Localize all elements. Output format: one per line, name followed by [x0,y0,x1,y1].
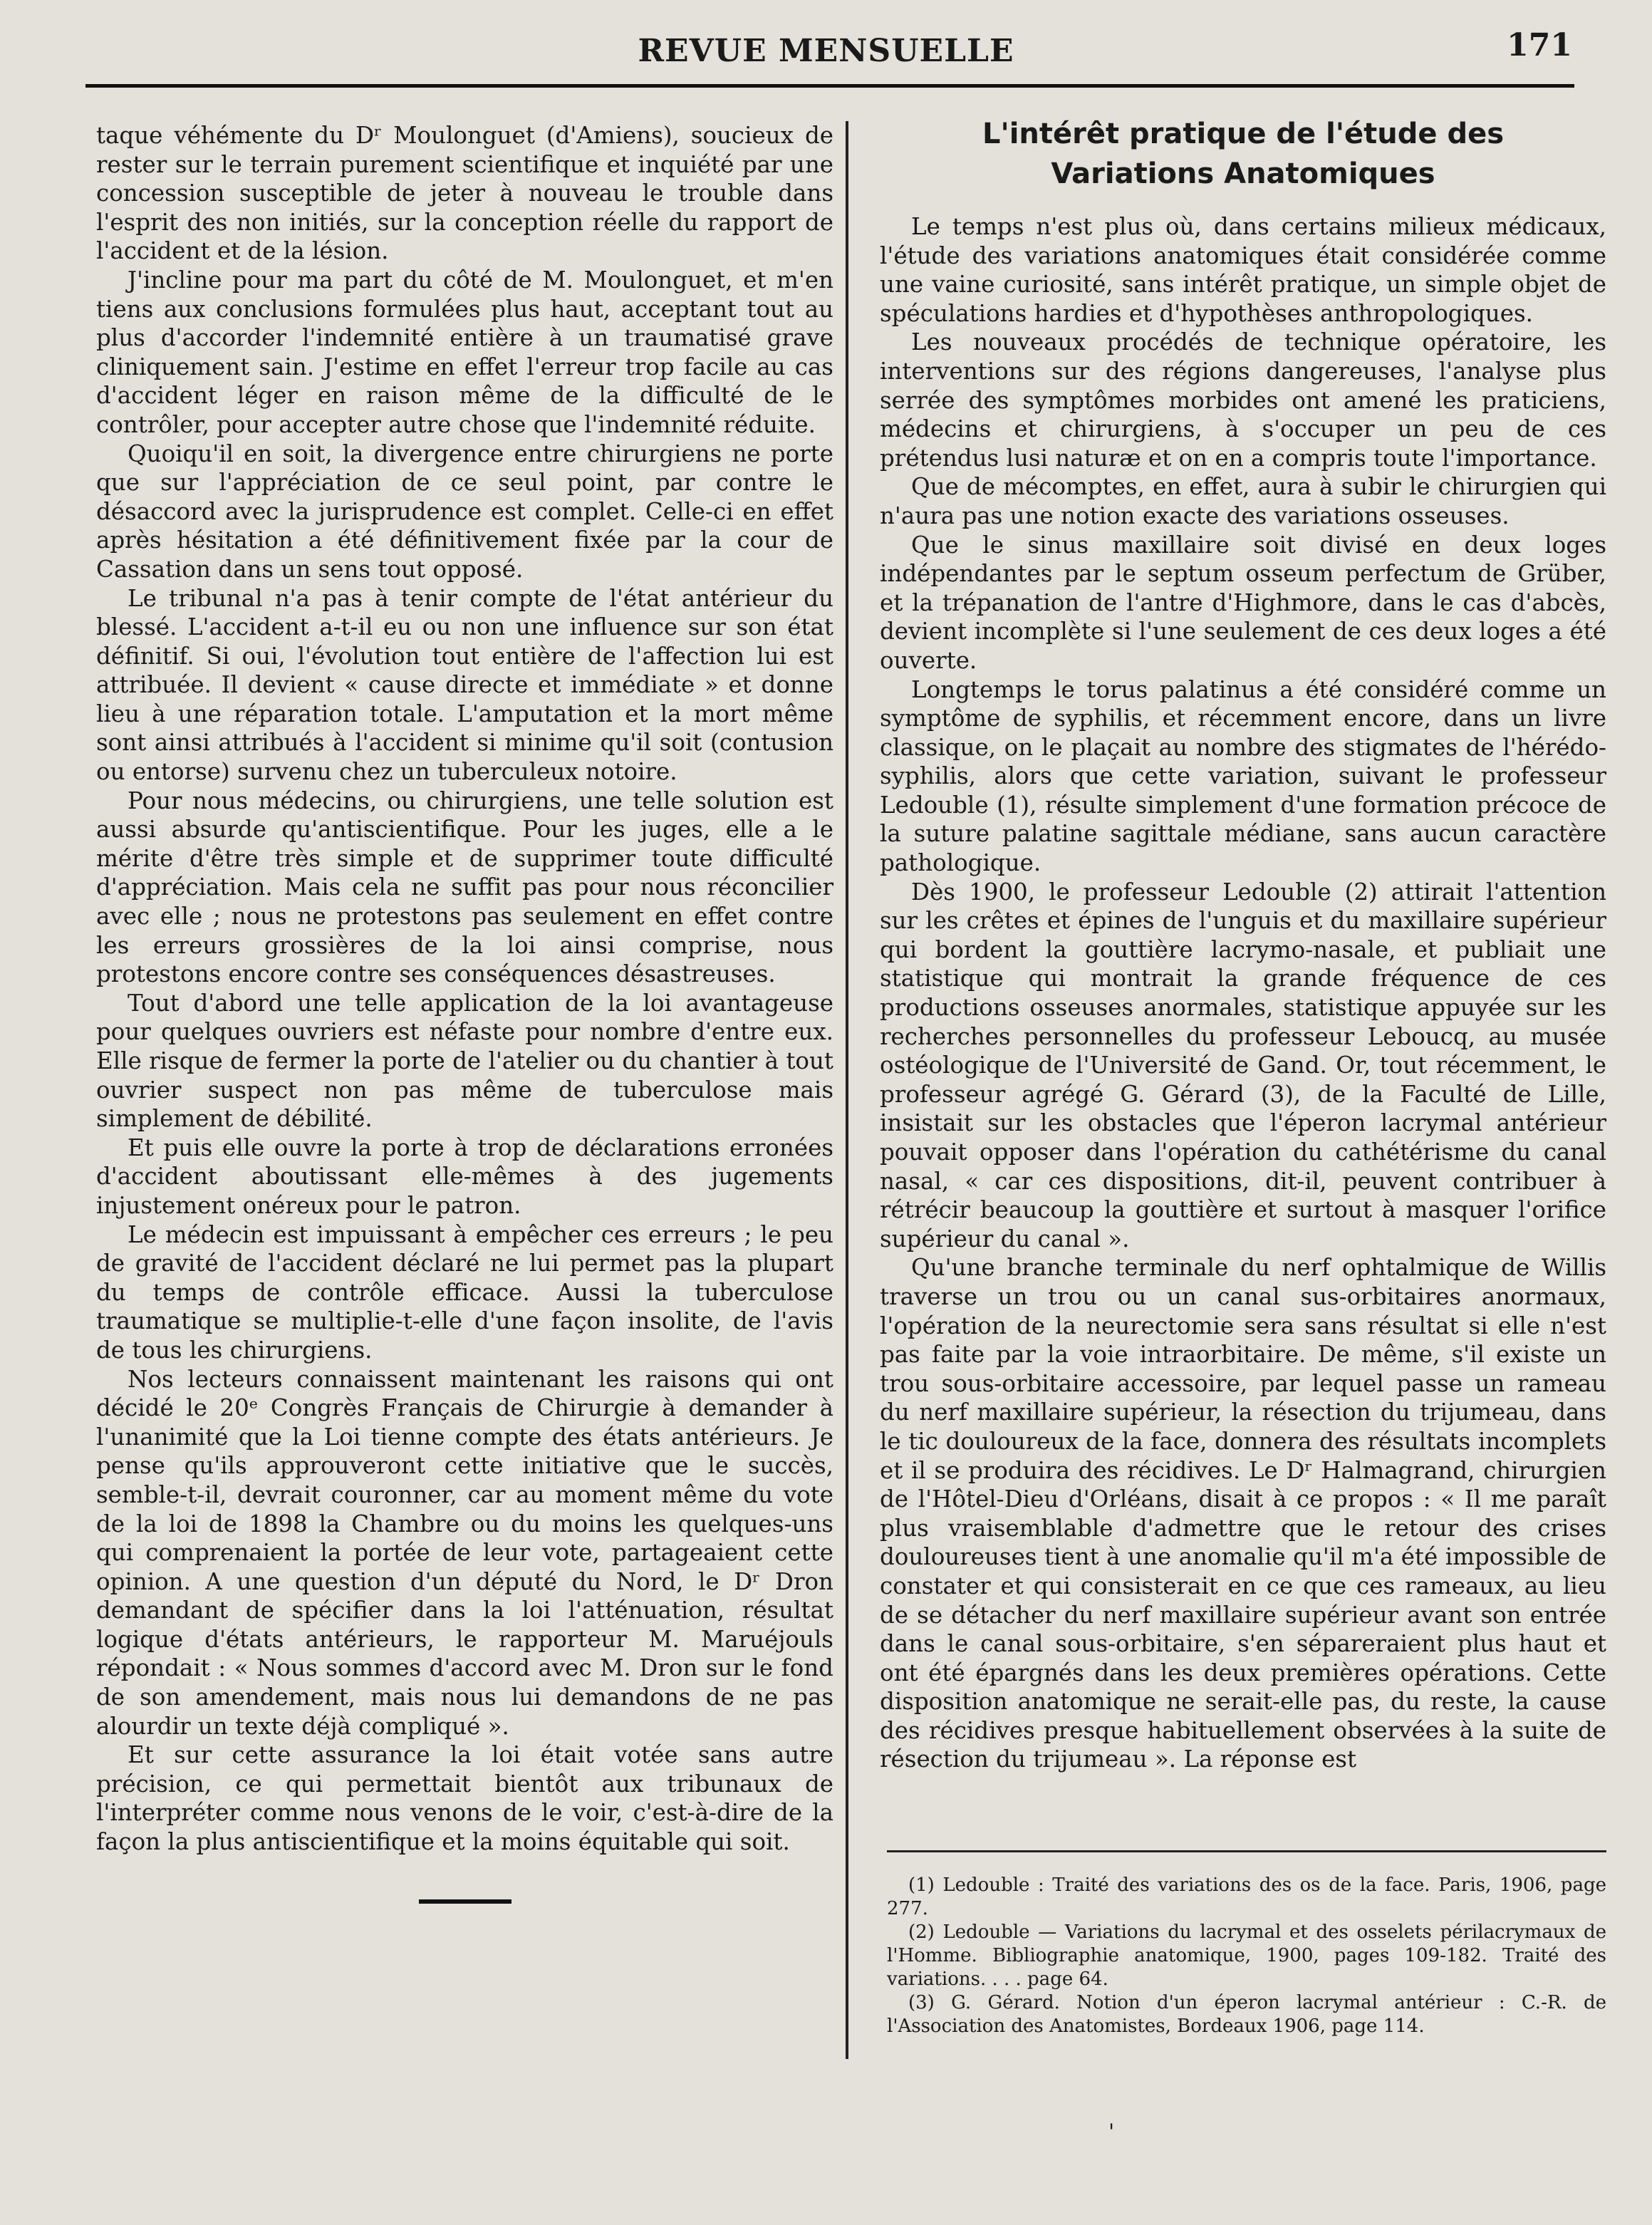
paragraph: Et puis elle ouvre la porte à trop de déclarations erronées d'accident aboutissant elle-mêmes à des jugements injustement onéreux pour le patron. [96,1134,833,1219]
paragraph: Le tribunal n'a pas à tenir compte de l'état antérieur du blessé. L'accident a-t-il eu ou non une influence sur son état définitif. Si oui, l'évolution tout entière de l'affection lui est attribuée. Il devient « cause directe et immédiate » et donne lieu à une réparation totale. L'amputation et la mort même sont ainsi attribués à l'accident si minime qu'il soit (contusion ou entorse) survenu chez un tuberculeux notoire. [96,584,833,786]
paragraph: Dès 1900, le professeur Ledouble (2) attirait l'attention sur les crêtes et épines de l'unguis et du maxillaire supérieur qui bordent la gouttière lacrymo-nasale, et publiait une statistique qui montrait la grande fréquence de ces productions osseuses anormales, statistique appuyée sur les recherches personnelles du professeur Leboucq, au musée ostéologique de l'Université de Gand. Or, tout récemment, le professeur agrégé G. Gérard (3), de la Faculté de Lille, insistait sur les obstacles que l'éperon lacrymal antérieur pouvait opposer dans l'opération du cathétérisme du canal nasal, « car ces dispositions, dit-il, peuvent contribuer à rétrécir beaucoup la gouttière et surtout à masquer l'orifice supérieur du canal ». [880,878,1606,1252]
left-column [96,121,833,1904]
footnotes [887,1874,1606,2038]
paragraph: Que le sinus maxillaire soit divisé en deux loges indépendantes par le septum osseum perfectum de Grüber, et la trépanation de l'antre d'Highmore, dans le cas d'abcès, devient incomplète si l'une seulement de ces deux loges a été ouverte. [880,531,1606,674]
paragraph: Longtemps le torus palatinus a été considéré comme un symptôme de syphilis, et récemment encore, dans un livre classique, on le plaçait au nombre des stigmates de l'hérédo-syphilis, alors que cette variation, suivant le professeur Ledouble (1), résulte simplement d'une formation précoce de la suture palatine sagittale médiane, sans aucun caractère pathologique. [880,675,1606,877]
running-header: REVUE MENSUELLE [638,33,1014,69]
article-title-line-2: Variations Anatomiques [1051,157,1435,190]
paragraph: Qu'une branche terminale du nerf ophtalmique de Willis traverse un trou ou un canal sus-orbitaires anormaux, l'opération de la neurectomie sera sans résultat si elle n'est pas faite par la voie intraorbitaire. De même, s'il existe un trou sous-orbitaire accessoire, par lequel passe un rameau du nerf maxillaire supérieur, la résection du trijumeau, dans le tic douloureux de la face, donnera des résultats incomplets et il se produira des récidives. Le Dʳ Halmagrand, chirurgien de l'Hôtel-Dieu d'Orléans, disait à ce propos : « Il me paraît plus vraisemblable d'admettre que le retour des crises douloureuses tient à une anomalie qu'il m'a été impossible de constater et qui consisterait en ce que ces rameaux, au lieu de se détacher du nerf maxillaire supérieur avant son entrée dans le canal sous-orbitaire, s'en sépareraient plus haut et ont été épargnés dans les deux premières opérations. Cette disposition anatomique ne serait-elle pas, du reste, la cause des récidives presque habituellement observées à la suite de résection du trijumeau ». La réponse est [880,1254,1606,1773]
footnote: (1) Ledouble : Traité des variations des os de la face. Paris, 1906, page 277. [887,1874,1606,1919]
paragraph: Les nouveaux procédés de technique opératoire, les interventions sur des régions dangereuses, l'analyse plus serrée des symptômes morbides ont amené les praticiens, médecins et chirurgiens, à s'occuper un peu de ces prétendus lusi naturæ et on en a compris toute l'importance. [880,328,1606,472]
footnote: (3) G. Gérard. Notion d'un éperon lacrymal antérieur : C.-R. de l'Association des Anatomistes, Bordeaux 1906, page 114. [887,1992,1606,2037]
paragraph: Le temps n'est plus où, dans certains milieux médicaux, l'étude des variations anatomiques était considérée comme une vaine curiosité, sans intérêt pratique, un simple objet de spéculations hardies et d'hypothèses anthropologiques. [880,213,1606,327]
paragraph: Le médecin est impuissant à empêcher ces erreurs ; le peu de gravité de l'accident déclaré ne lui permet pas la plupart du temps de contrôle efficace. Aussi la tuberculose traumatique se multiplie-t-elle d'une façon insolite, de l'avis de tous les chirurgiens. [96,1220,833,1364]
header-rule [85,84,1574,88]
paragraph: Tout d'abord une telle application de la loi avantageuse pour quelques ouvriers est néfaste pour nombre d'entre eux. Elle risque de fermer la porte de l'atelier ou du chantier à tout ouvrier suspect non pas même de tuberculose mais simplement de débilité. [96,989,833,1133]
paragraph: Nos lecteurs connaissent maintenant les raisons qui ont décidé le 20ᵉ Congrès Français de Chirurgie à demander à l'unanimité que la Loi tienne compte des états antérieurs. Je pense qu'ils approuveront cette initiative que le succès, semble-t-il, devrait couronner, car au moment même du vote de la loi de 1898 la Chambre ou du moins les quelques-uns qui comprenaient la portée de leur vote, partageaient cette opinion. A une question d'un député du Nord, le Dʳ Dron demandant de spécifier dans la loi l'atténuation, résultat logique d'états antérieurs, le rapporteur M. Maruéjouls répondait : « Nous sommes d'accord avec M. Dron sur le fond de son amendement, mais nous lui demandons de ne pas alourdir un texte déjà compliqué ». [96,1365,833,1740]
footnote-rule [887,1850,1606,1852]
page-number: 171 [1507,27,1572,63]
article-title-line-1: L'intérêt pratique de l'étude des [982,118,1505,150]
paragraph: Que de mécomptes, en effet, aura à subir le chirurgien qui n'aura pas une notion exacte des variations osseuses. [880,473,1606,529]
article-title [880,114,1606,194]
footnote: (2) Ledouble — Variations du lacrymal et des osselets périlacrymaux de l'Homme. Bibliographie anatomique, 1900, pages 109-182. Traité des variations. . . . page 64. [887,1921,1606,1990]
print-mark: ' [1108,2120,1115,2144]
paragraph: Pour nous médecins, ou chirurgiens, une telle solution est aussi absurde qu'antiscientifique. Pour les juges, elle a le mérite d'être très simple et de supprimer toute difficulté d'appréciation. Mais cela ne suffit pas pour nous réconcilier avec elle ; nous ne protestons pas seulement en effet contre les erreurs grossières de la loi ainsi comprise, nous protestons encore contre ses conséquences désastreuses. [96,787,833,988]
column-divider [846,121,848,2059]
paragraph: Et sur cette assurance la loi était votée sans autre précision, ce qui permettait bientôt aux tribunaux de l'interpréter comme nous venons de le voir, c'est-à-dire de la façon la plus antiscientifique et la moins équitable qui soit. [96,1741,833,1856]
paragraph: Quoiqu'il en soit, la divergence entre chirurgiens ne porte que sur l'appréciation de ce seul point, par contre le désaccord avec la jurisprudence est complet. Celle-ci en effet après hésitation a été définitivement fixée par la cour de Cassation dans un sens tout opposé. [96,440,833,583]
right-column [880,118,1606,1774]
paragraph: J'incline pour ma part du côté de M. Moulonguet, et m'en tiens aux conclusions formulées plus haut, acceptant tout au plus d'accorder l'indemnité entière à un traumatisé grave cliniquement sain. J'estime en effet l'erreur trop facile au cas d'accident léger en raison même de la difficulté de le contrôler, pour accepter autre chose que l'indemnité réduite. [96,266,833,438]
article-end-rule [419,1899,511,1904]
paragraph: taque véhémente du Dʳ Moulonguet (d'Amiens), soucieux de rester sur le terrain purement scientifique et inquiété par une concession susceptible de jeter à nouveau le trouble dans l'esprit des non initiés, sur la conception réelle du rapport de l'accident et de la lésion. [96,122,833,265]
